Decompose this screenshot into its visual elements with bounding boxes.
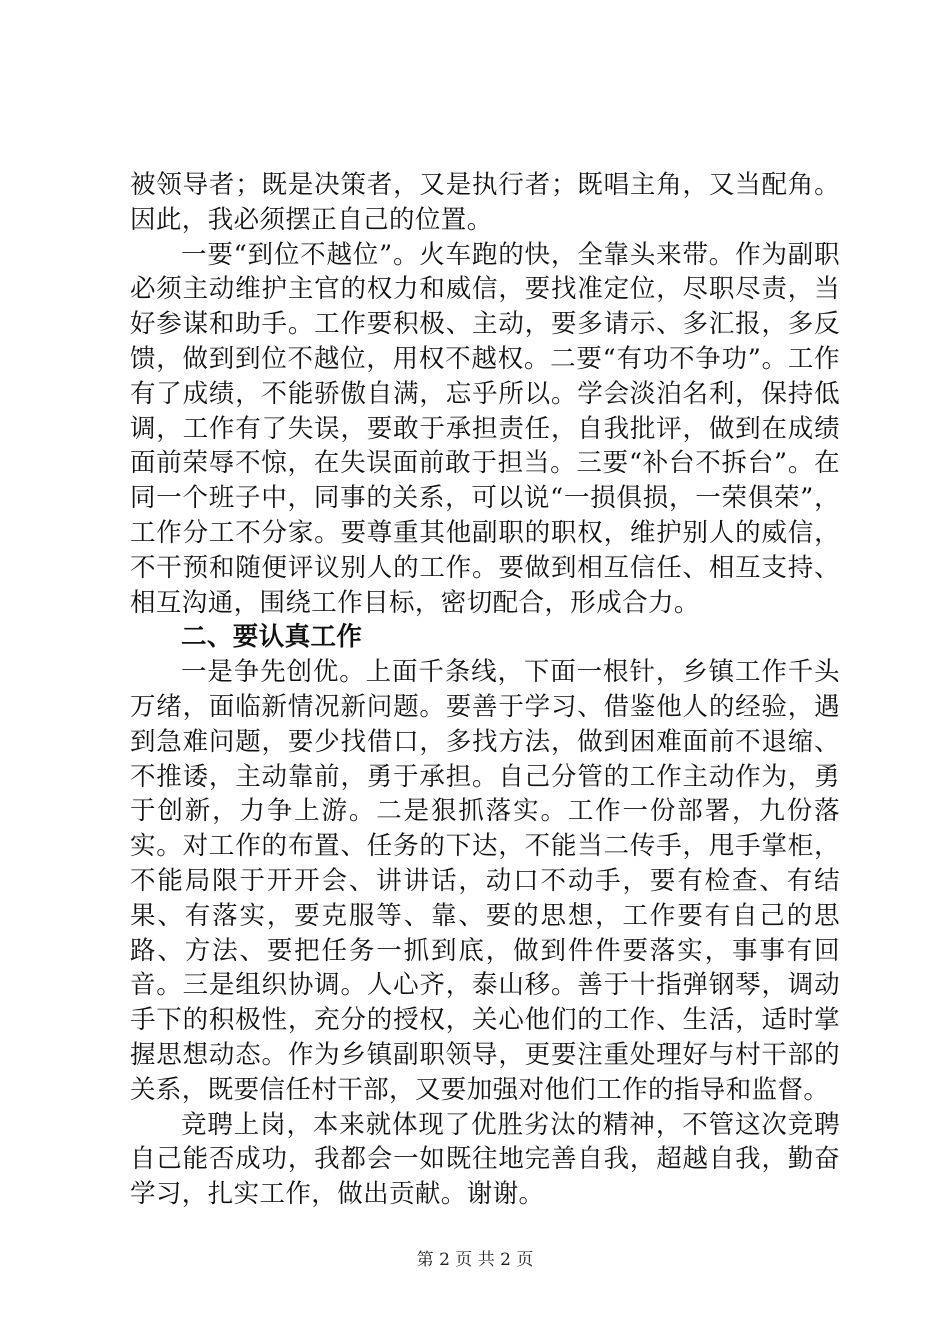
body-paragraph-positioning: 一要“到位不越位”。火车跑的快，全靠头来带。作为副职必须主动维护主官的权力和威信，要找准定位，尽职尽责，当好参谋和助手。工作要积极、主动，要多请示、多汇报，多反馈，做到到位不越位，用权不越权。二要“有功不争功”。工作有了成绩，不能骄傲自满，忘乎所以。学会淡泊名利，保持低调，工作有了失误，要敢于承担责任，自我批评，做到在成绩面前荣辱不惊，在失误面前敢于担当。三要“补台不拆台”。在同一个班子中，同事的关系，可以说“一损俱损，一荣俱荣”，工作分工不分家。要尊重其他副职的职权，维护别人的威信，不干预和随便评议别人的工作。要做到相互信任、相互支持、相互沟通，围绕工作目标，密切配合，形成合力。 bbox=[130, 239, 840, 618]
body-paragraph-closing: 竞聘上岗，本来就体现了优胜劣汰的精神，不管这次竞聘自己能否成功，我都会一如既往地完善自我，超越自我，勤奋学习，扎实工作，做出贡献。谢谢。 bbox=[130, 1109, 840, 1210]
page-footer: 第 2 页 共 2 页 bbox=[416, 1250, 534, 1270]
body-paragraph-work: 一是争先创优。上面千条线，下面一根针，乡镇工作千头万绪，面临新情况新问题。要善于学习、借鉴他人的经验，遇到急难问题，要少找借口，多找方法，做到困难面前不退缩、不推诿，主动靠前，勇于承担。自己分管的工作主动作为，勇于创新，力争上游。二是狠抓落实。工作一份部署，九份落实。对工作的布置、任务的下达，不能当二传手，甩手掌柜，不能局限于开开会、讲讲话，动口不动手，要有检查、有结果、有落实，要克服等、靠、要的思想，工作要有自己的思路、方法、要把任务一抓到底，做到件件要落实，事事有回音。三是组织协调。人心齐，泰山移。善于十指弹钢琴，调动手下的积极性，充分的授权，关心他们的工作、生活，适时掌握思想动态。作为乡镇副职领导，更要注重处理好与村干部的关系，既要信任村干部，又要加强对他们工作的指导和监督。 bbox=[130, 657, 840, 1105]
body-paragraph-continuation: 被领导者；既是决策者，又是执行者；既唱主角，又当配角。因此，我必须摆正自己的位置。 bbox=[130, 170, 840, 235]
document-body bbox=[130, 168, 840, 1212]
section-heading: 二、要认真工作 bbox=[181, 622, 363, 653]
